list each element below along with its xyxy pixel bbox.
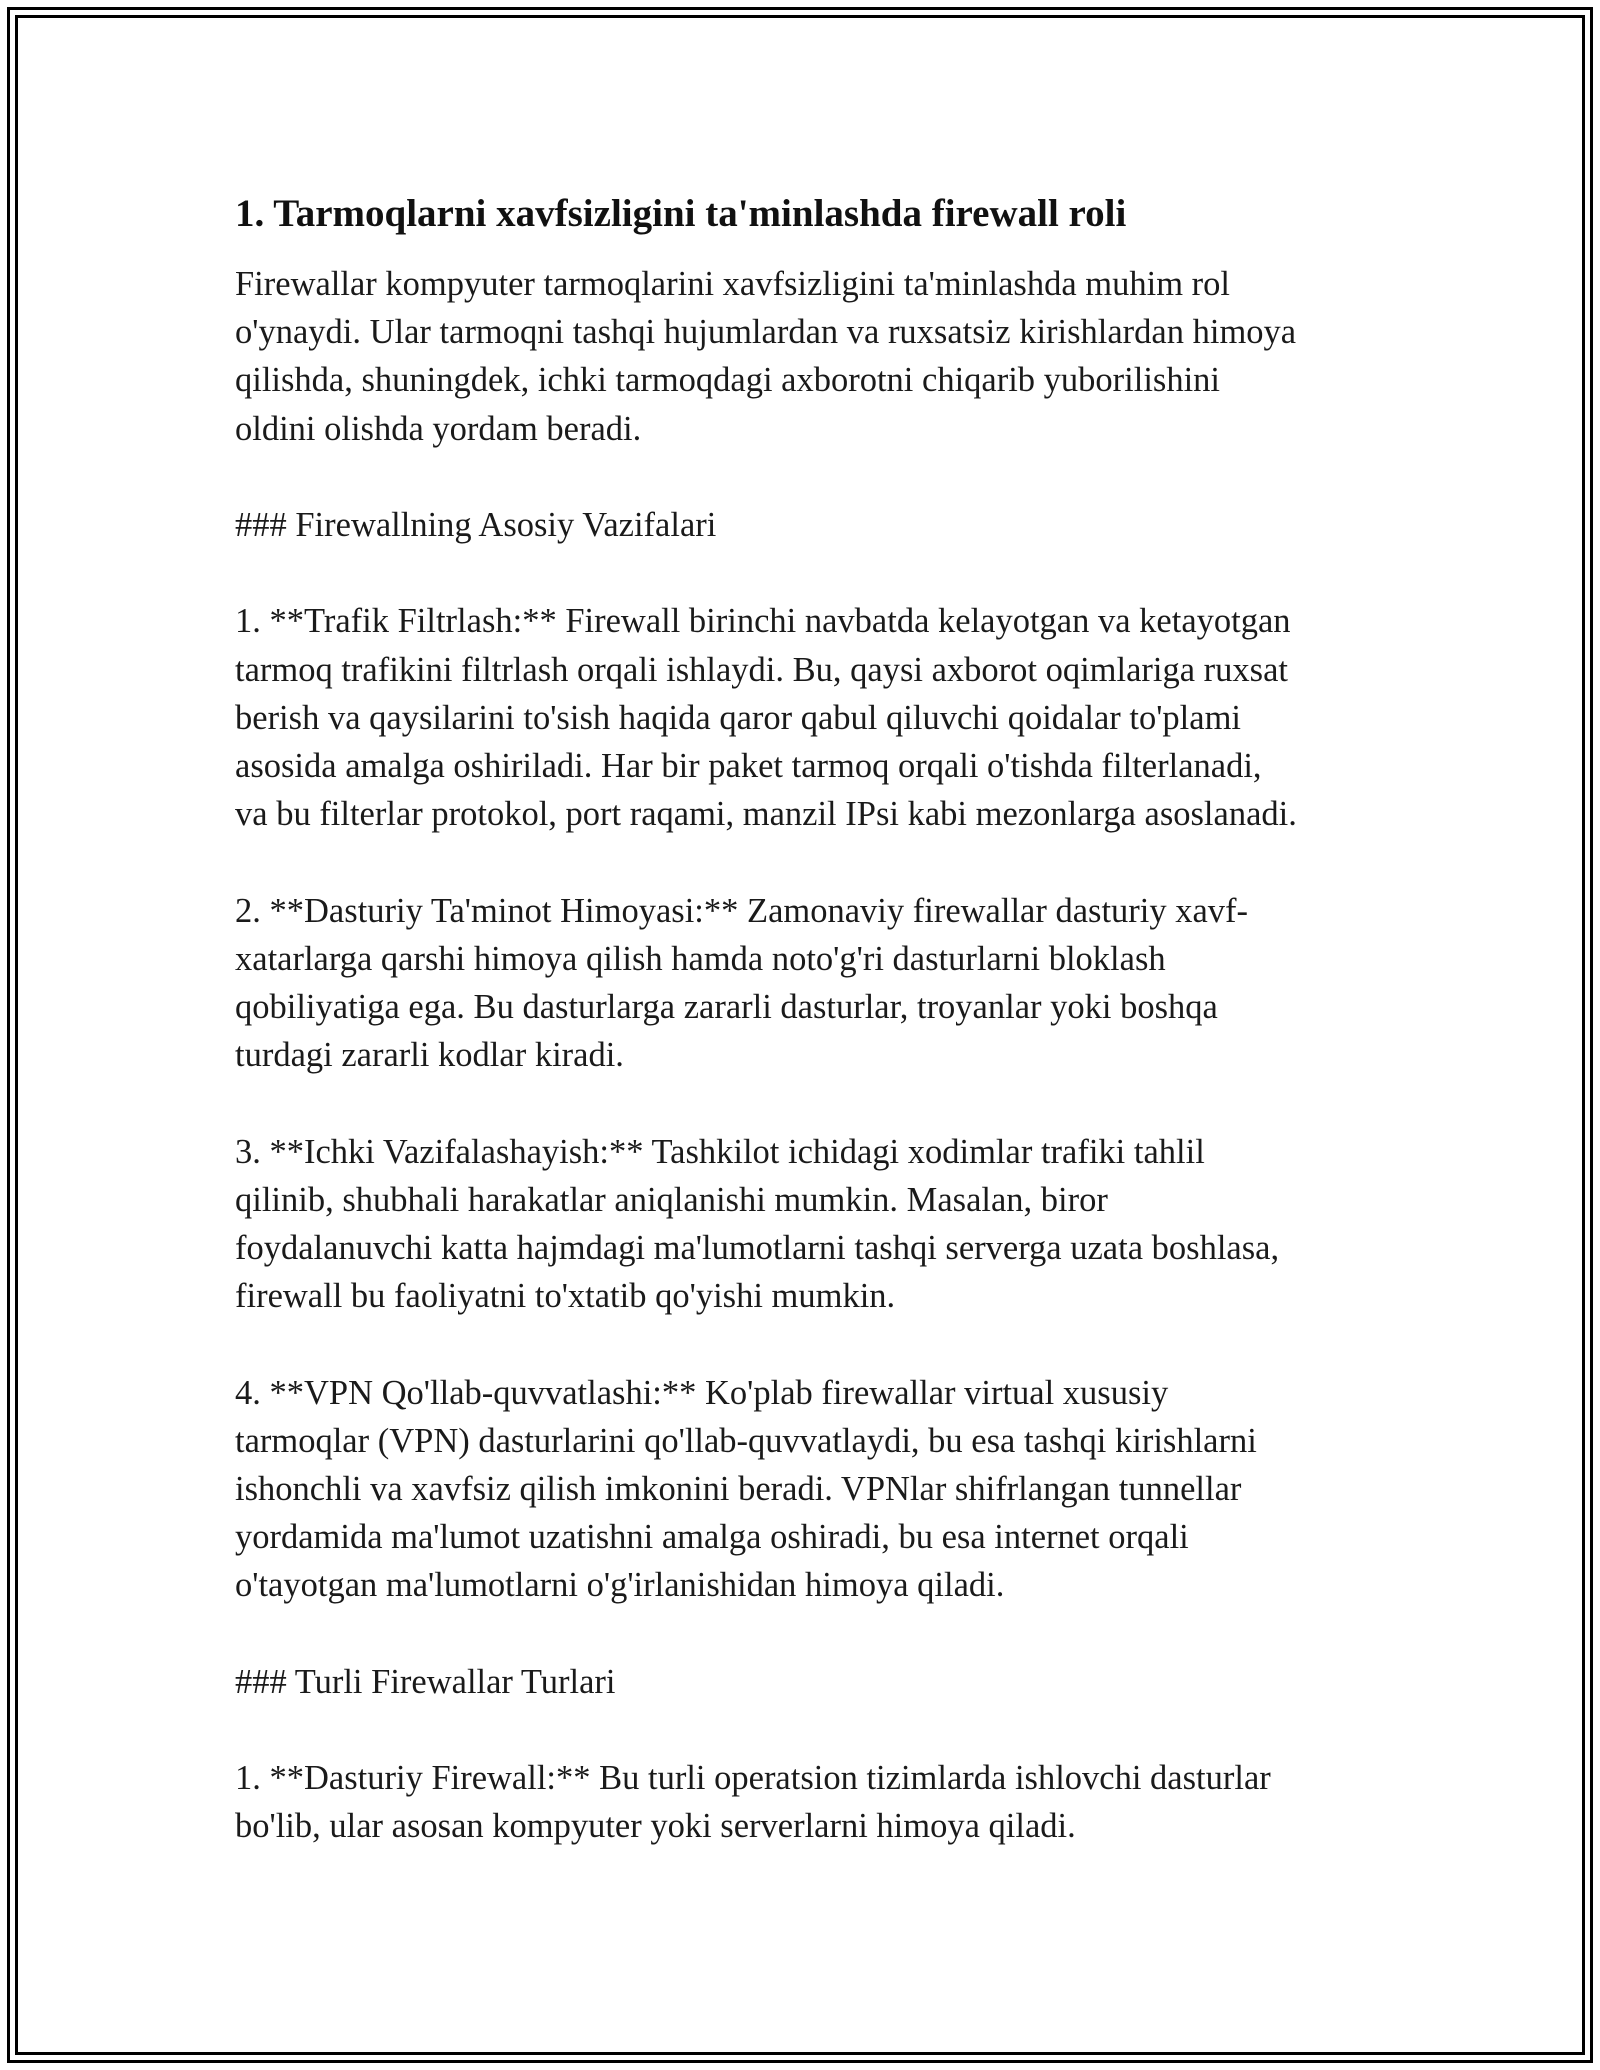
text-line: qilishda, shuningdek, ichki tarmoqdagi axborotni chiqarib yuborilishini xyxy=(235,361,1221,400)
text-line: xatarlarga qarshi himoya qilish hamda noto'g'ri dasturlarni bloklash xyxy=(235,939,1166,978)
text-line: qobiliyatiga ega. Bu dasturlarga zararli dasturlar, troyanlar yoki boshqa xyxy=(235,988,1218,1026)
text-line: firewall bu faoliyatni to'xtatib qo'yishi mumkin. xyxy=(235,1277,896,1316)
section-heading-vazifalari xyxy=(235,501,1375,549)
text-line: ### Turli Firewallar Turlari xyxy=(235,1662,616,1701)
text-line: asosida amalga oshiriladi. Har bir paket tarmoq orqali o'tishda filterlanadi, xyxy=(235,747,1262,785)
text-line: yordamida ma'lumot uzatishni amalga oshiradi, bu esa internet orqali xyxy=(235,1518,1189,1557)
text-line: 1. **Dasturiy Firewall:** Bu turli operatsion tizimlarda ishlovchi dasturlar xyxy=(235,1759,1271,1798)
paragraph-gap xyxy=(235,549,1375,597)
text-line: qilinib, shubhali harakatlar aniqlanishi mumkin. Masalan, biror xyxy=(235,1180,1108,1219)
paragraph-intro xyxy=(235,260,1375,453)
text-line: tarmoqlar (VPN) dasturlarini qo'llab-quvvatlaydi, bu esa tashqi kirishlarni xyxy=(235,1421,1257,1460)
paragraph-gap xyxy=(235,1079,1375,1127)
text-line: o'ynaydi. Ular tarmoqni tashqi hujumlardan va ruxsatsiz kirishlardan himoya xyxy=(235,313,1297,352)
text-line: oldini olishda yordam beradi. xyxy=(235,409,642,448)
paragraph-gap xyxy=(235,838,1375,886)
list-item-ichki-vazifa xyxy=(235,1128,1375,1321)
text-line: tarmoq trafikini filtrlash orqali ishlaydi. Bu, qaysi axborot oqimlariga ruxsat xyxy=(235,650,1288,689)
text-line: turdagi zararli kodlar kiradi. xyxy=(235,1036,624,1075)
text-line: bo'lib, ular asosan kompyuter yoki serverlarni himoya qiladi. xyxy=(235,1807,1076,1846)
list-item-vpn xyxy=(235,1369,1375,1610)
list-item-trafik-filtrlash xyxy=(235,597,1375,838)
text-line: 3. **Ichki Vazifalashayish:** Tashkilot ichidagi xodimlar trafiki tahlil xyxy=(235,1132,1205,1171)
text-line: o'tayotgan ma'lumotlarni o'g'irlanishidan himoya qiladi. xyxy=(235,1566,1005,1605)
paragraph-gap xyxy=(235,1610,1375,1658)
text-line: 4. **VPN Qo'llab-quvvatlashi:** Ko'plab firewallar virtual xususiy xyxy=(235,1373,1169,1412)
list-item-dasturiy-firewall xyxy=(235,1754,1375,1850)
paragraph-gap xyxy=(235,1320,1375,1368)
text-line: ishonchli va xavfsiz qilish imkonini beradi. VPNlar shifrlangan tunnellar xyxy=(235,1470,1242,1508)
document-title: 1. Tarmoqlarni xavfsizligini ta'minlashda firewall roli xyxy=(235,192,1127,235)
document-body xyxy=(235,186,1375,1851)
text-line: ### Firewallning Asosiy Vazifalari xyxy=(235,506,717,544)
section-heading-turlari xyxy=(235,1658,1375,1706)
paragraph-gap xyxy=(235,453,1375,501)
text-line: Firewallar kompyuter tarmoqlarini xavfsizligini ta'minlashda muhim rol xyxy=(235,265,1230,303)
text-line: va bu filterlar protokol, port raqami, manzil IPsi kabi mezonlarga asoslanadi. xyxy=(235,795,1297,834)
list-item-dasturiy-himoya xyxy=(235,887,1375,1080)
text-line: foydalanuvchi katta hajmdagi ma'lumotlarni tashqi serverga uzata boshlasa, xyxy=(235,1229,1280,1267)
paragraph-gap xyxy=(235,1706,1375,1754)
text-line: 1. **Trafik Filtrlash:** Firewall birinchi navbatda kelayotgan va ketayotgan xyxy=(235,602,1291,641)
text-line: berish va qaysilarini to'sish haqida qaror qabul qiluvchi qoidalar to'plami xyxy=(235,698,1241,737)
text-line: 2. **Dasturiy Ta'minot Himoyasi:** Zamonaviy firewallar dasturiy xavf- xyxy=(235,891,1249,930)
